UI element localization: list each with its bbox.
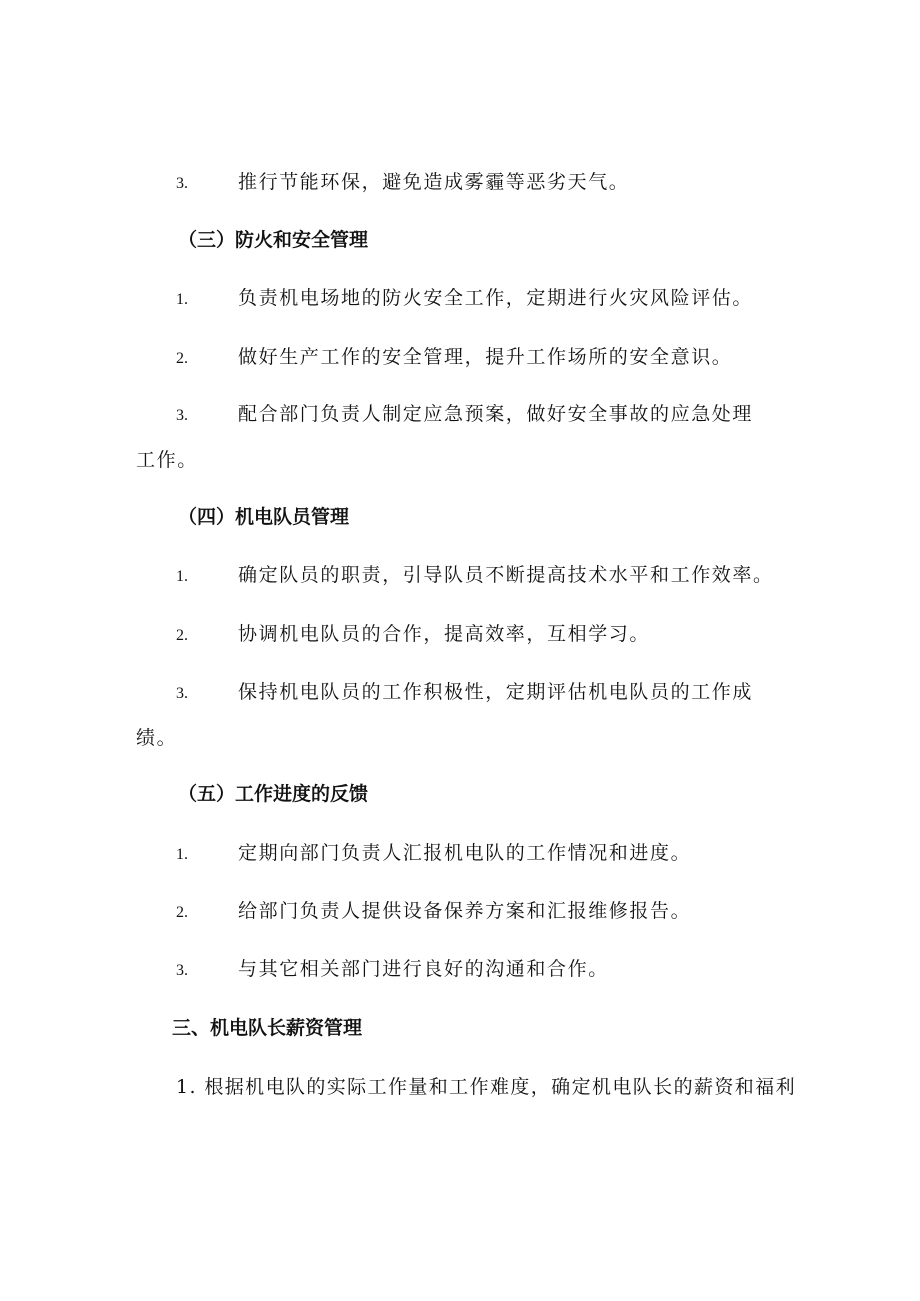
item-number: 1. [176, 846, 188, 863]
section-heading-fire-safety: （三）防火和安全管理 [178, 229, 369, 251]
item-number: 3. [176, 175, 188, 192]
item-text-continuation: 工作。 [136, 449, 198, 471]
item-text: 保持机电队员的工作积极性，定期评估机电队员的工作成 [238, 681, 754, 703]
item-text: 与其它相关部门进行良好的沟通和合作。 [238, 958, 609, 980]
item-text-continuation: 绩。 [136, 727, 178, 749]
item-text: 推行节能环保，避免造成雾霾等恶劣天气。 [238, 171, 630, 193]
item-number: 1. [176, 568, 188, 585]
item-number: 3. [176, 962, 188, 979]
item-number: 1. [176, 291, 188, 308]
item-text: 协调机电队员的合作，提高效率，互相学习。 [238, 623, 651, 645]
item-text: 定期向部门负责人汇报机电队的工作情况和进度。 [238, 842, 692, 864]
paragraph-salary: 1. 根据机电队的实际工作量和工作难度，确定机电队长的薪资和福利 [176, 1076, 796, 1098]
item-number: 2. [176, 904, 188, 921]
item-text: 配合部门负责人制定应急预案，做好安全事故的应急处理 [238, 403, 754, 425]
item-number: 3. [176, 407, 188, 424]
section-heading-salary-management: 三、机电队长薪资管理 [172, 1017, 363, 1039]
item-text: 负责机电场地的防火安全工作，定期进行火灾风险评估。 [238, 287, 754, 309]
section-heading-progress-feedback: （五）工作进度的反馈 [178, 783, 369, 805]
item-number: 3. [176, 685, 188, 702]
item-text: 给部门负责人提供设备保养方案和汇报维修报告。 [238, 900, 692, 922]
item-number: 2. [176, 350, 188, 367]
section-heading-team-management: （四）机电队员管理 [178, 506, 350, 528]
item-text: 确定队员的职责，引导队员不断提高技术水平和工作效率。 [238, 564, 774, 586]
item-text: 做好生产工作的安全管理，提升工作场所的安全意识。 [238, 346, 733, 368]
item-number: 2. [176, 627, 188, 644]
